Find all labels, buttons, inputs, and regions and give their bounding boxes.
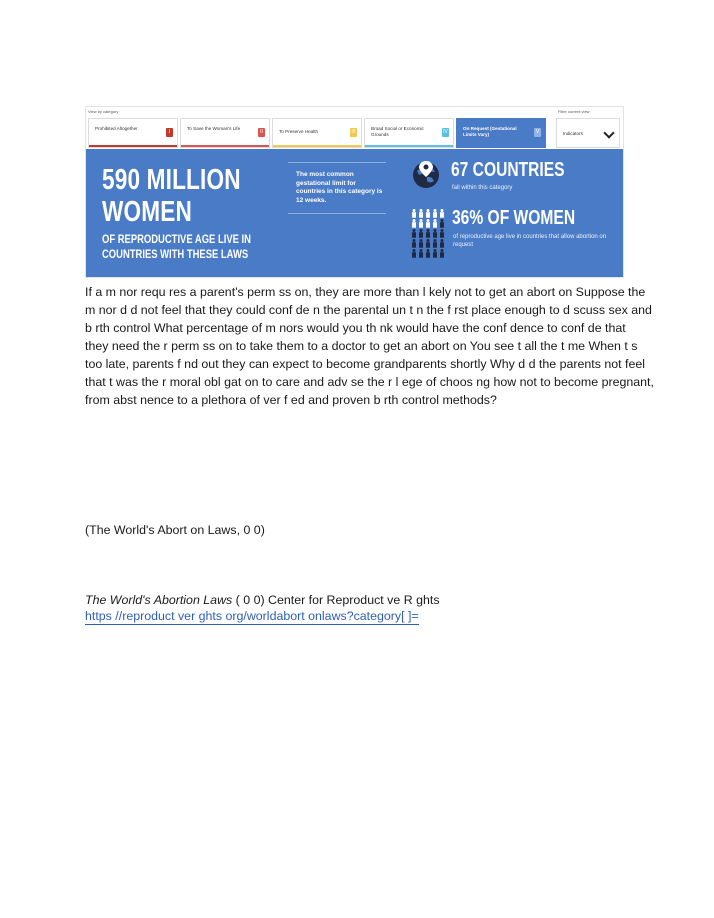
subtext-line-2: COUNTRIES WITH THESE LAWS — [102, 249, 249, 261]
subtext-line-1: OF REPRODUCTIVE AGE LIVE IN — [102, 234, 251, 246]
view-by-category-label: View by category — [88, 109, 119, 114]
inline-citation: (The World's Abort on Laws, 0 0) — [85, 523, 265, 537]
category-badge: IV — [443, 129, 448, 135]
body-line: too late, parents f nd out they can expect to become grandparents shortly Why d d the parents not feel — [85, 357, 645, 371]
headline-line-2: WOMEN — [102, 196, 192, 228]
tab-label: On Request (Gestational Limits Vary) — [463, 126, 517, 137]
person-icon — [412, 209, 416, 218]
reference-entry — [85, 593, 440, 607]
tab-label: Broad Social or Economic Grounds — [371, 126, 424, 137]
reference-url-link[interactable]: https //reproduct ver ghts org/worldabort onlaws?category[ ]= — [85, 609, 419, 623]
tab-underline — [89, 145, 177, 147]
person-icon — [426, 239, 430, 248]
person-icon — [440, 249, 444, 258]
category-badge: V — [535, 129, 540, 135]
person-icon — [426, 219, 430, 228]
filter-view-label: Filter current view — [558, 109, 590, 114]
person-icon — [426, 209, 430, 218]
person-icon — [433, 209, 437, 218]
body-line: from abst nence to a plethora of ver f ed and proven b rth control methods? — [85, 393, 497, 407]
person-icon — [440, 219, 444, 228]
person-icon — [412, 249, 416, 258]
abortion-laws-infographic — [85, 106, 624, 278]
person-icon — [419, 219, 423, 228]
tab-social-economic[interactable] — [364, 118, 454, 148]
tab-label: To Save the Woman's Life — [187, 126, 241, 131]
person-icon — [433, 239, 437, 248]
reference-title: The World's Abortion Laws — [85, 593, 233, 607]
person-icon — [440, 239, 444, 248]
tab-label: Prohibited Altogether — [95, 126, 138, 131]
tab-underline — [273, 145, 361, 147]
person-icon — [433, 229, 437, 238]
indicators-dropdown[interactable] — [556, 118, 620, 148]
tab-prohibited[interactable] — [88, 118, 178, 148]
person-icon — [412, 219, 416, 228]
women-stat: 36% OF WOMEN — [452, 207, 576, 229]
people-icon-grid — [411, 207, 447, 259]
person-icon — [426, 249, 430, 258]
countries-caption: fall within this category — [452, 185, 513, 191]
tab-preserve-health[interactable] — [272, 118, 362, 148]
person-icon — [419, 239, 423, 248]
person-icon — [412, 239, 416, 248]
tab-label: To Preserve Health — [279, 129, 319, 134]
countries-stat: 67 COUNTRIES — [451, 159, 565, 181]
headline — [102, 164, 241, 228]
tab-underline — [181, 145, 269, 147]
tab-underline — [365, 145, 453, 147]
headline-line-1: 590 MILLION — [102, 164, 241, 196]
tab-save-life[interactable] — [180, 118, 270, 148]
stats-panel — [86, 149, 623, 277]
person-icon — [426, 229, 430, 238]
body-line: that t was the r moral obl gat on to care and adv se the r l ege of choos ng how not to become pregnant, — [85, 375, 654, 389]
body-paragraph — [85, 283, 654, 409]
person-icon — [419, 249, 423, 258]
person-icon — [440, 209, 444, 218]
dropdown-value: Indicators — [563, 131, 583, 136]
globe-pin-icon — [411, 159, 441, 189]
women-caption: of reproductive age live in countries that allow abortion on request — [453, 234, 607, 248]
person-icon — [433, 219, 437, 228]
body-line: If a m nor requ res a parent's perm ss on, they are more than l kely not to get an abort on Suppose the — [85, 285, 646, 299]
category-badge: III — [351, 129, 356, 135]
tab-on-request[interactable] — [456, 118, 546, 148]
gestational-limit-note: The most common gestational limit for countries in this category is 12 weeks. — [288, 162, 386, 214]
body-line: m nor d d not feel that they could conf de n the parental un t n the f rst place enough to d scuss sex and — [85, 303, 652, 317]
body-line: b rth control What percentage of m nors would you th nk would have the conf dence to conf de that — [85, 321, 626, 335]
reference-source: ( 0 0) Center for Reproduct ve R ghts — [232, 593, 440, 607]
body-line: they need the r perm ss on to take them to a doctor to get an abort on You see t all the t me When t s — [85, 339, 638, 353]
category-badge: I — [166, 128, 173, 137]
category-badge: II — [258, 128, 265, 137]
person-icon — [419, 229, 423, 238]
person-icon — [419, 209, 423, 218]
person-icon — [440, 229, 444, 238]
person-icon — [412, 229, 416, 238]
headline-subtext — [102, 233, 251, 263]
person-icon — [433, 249, 437, 258]
